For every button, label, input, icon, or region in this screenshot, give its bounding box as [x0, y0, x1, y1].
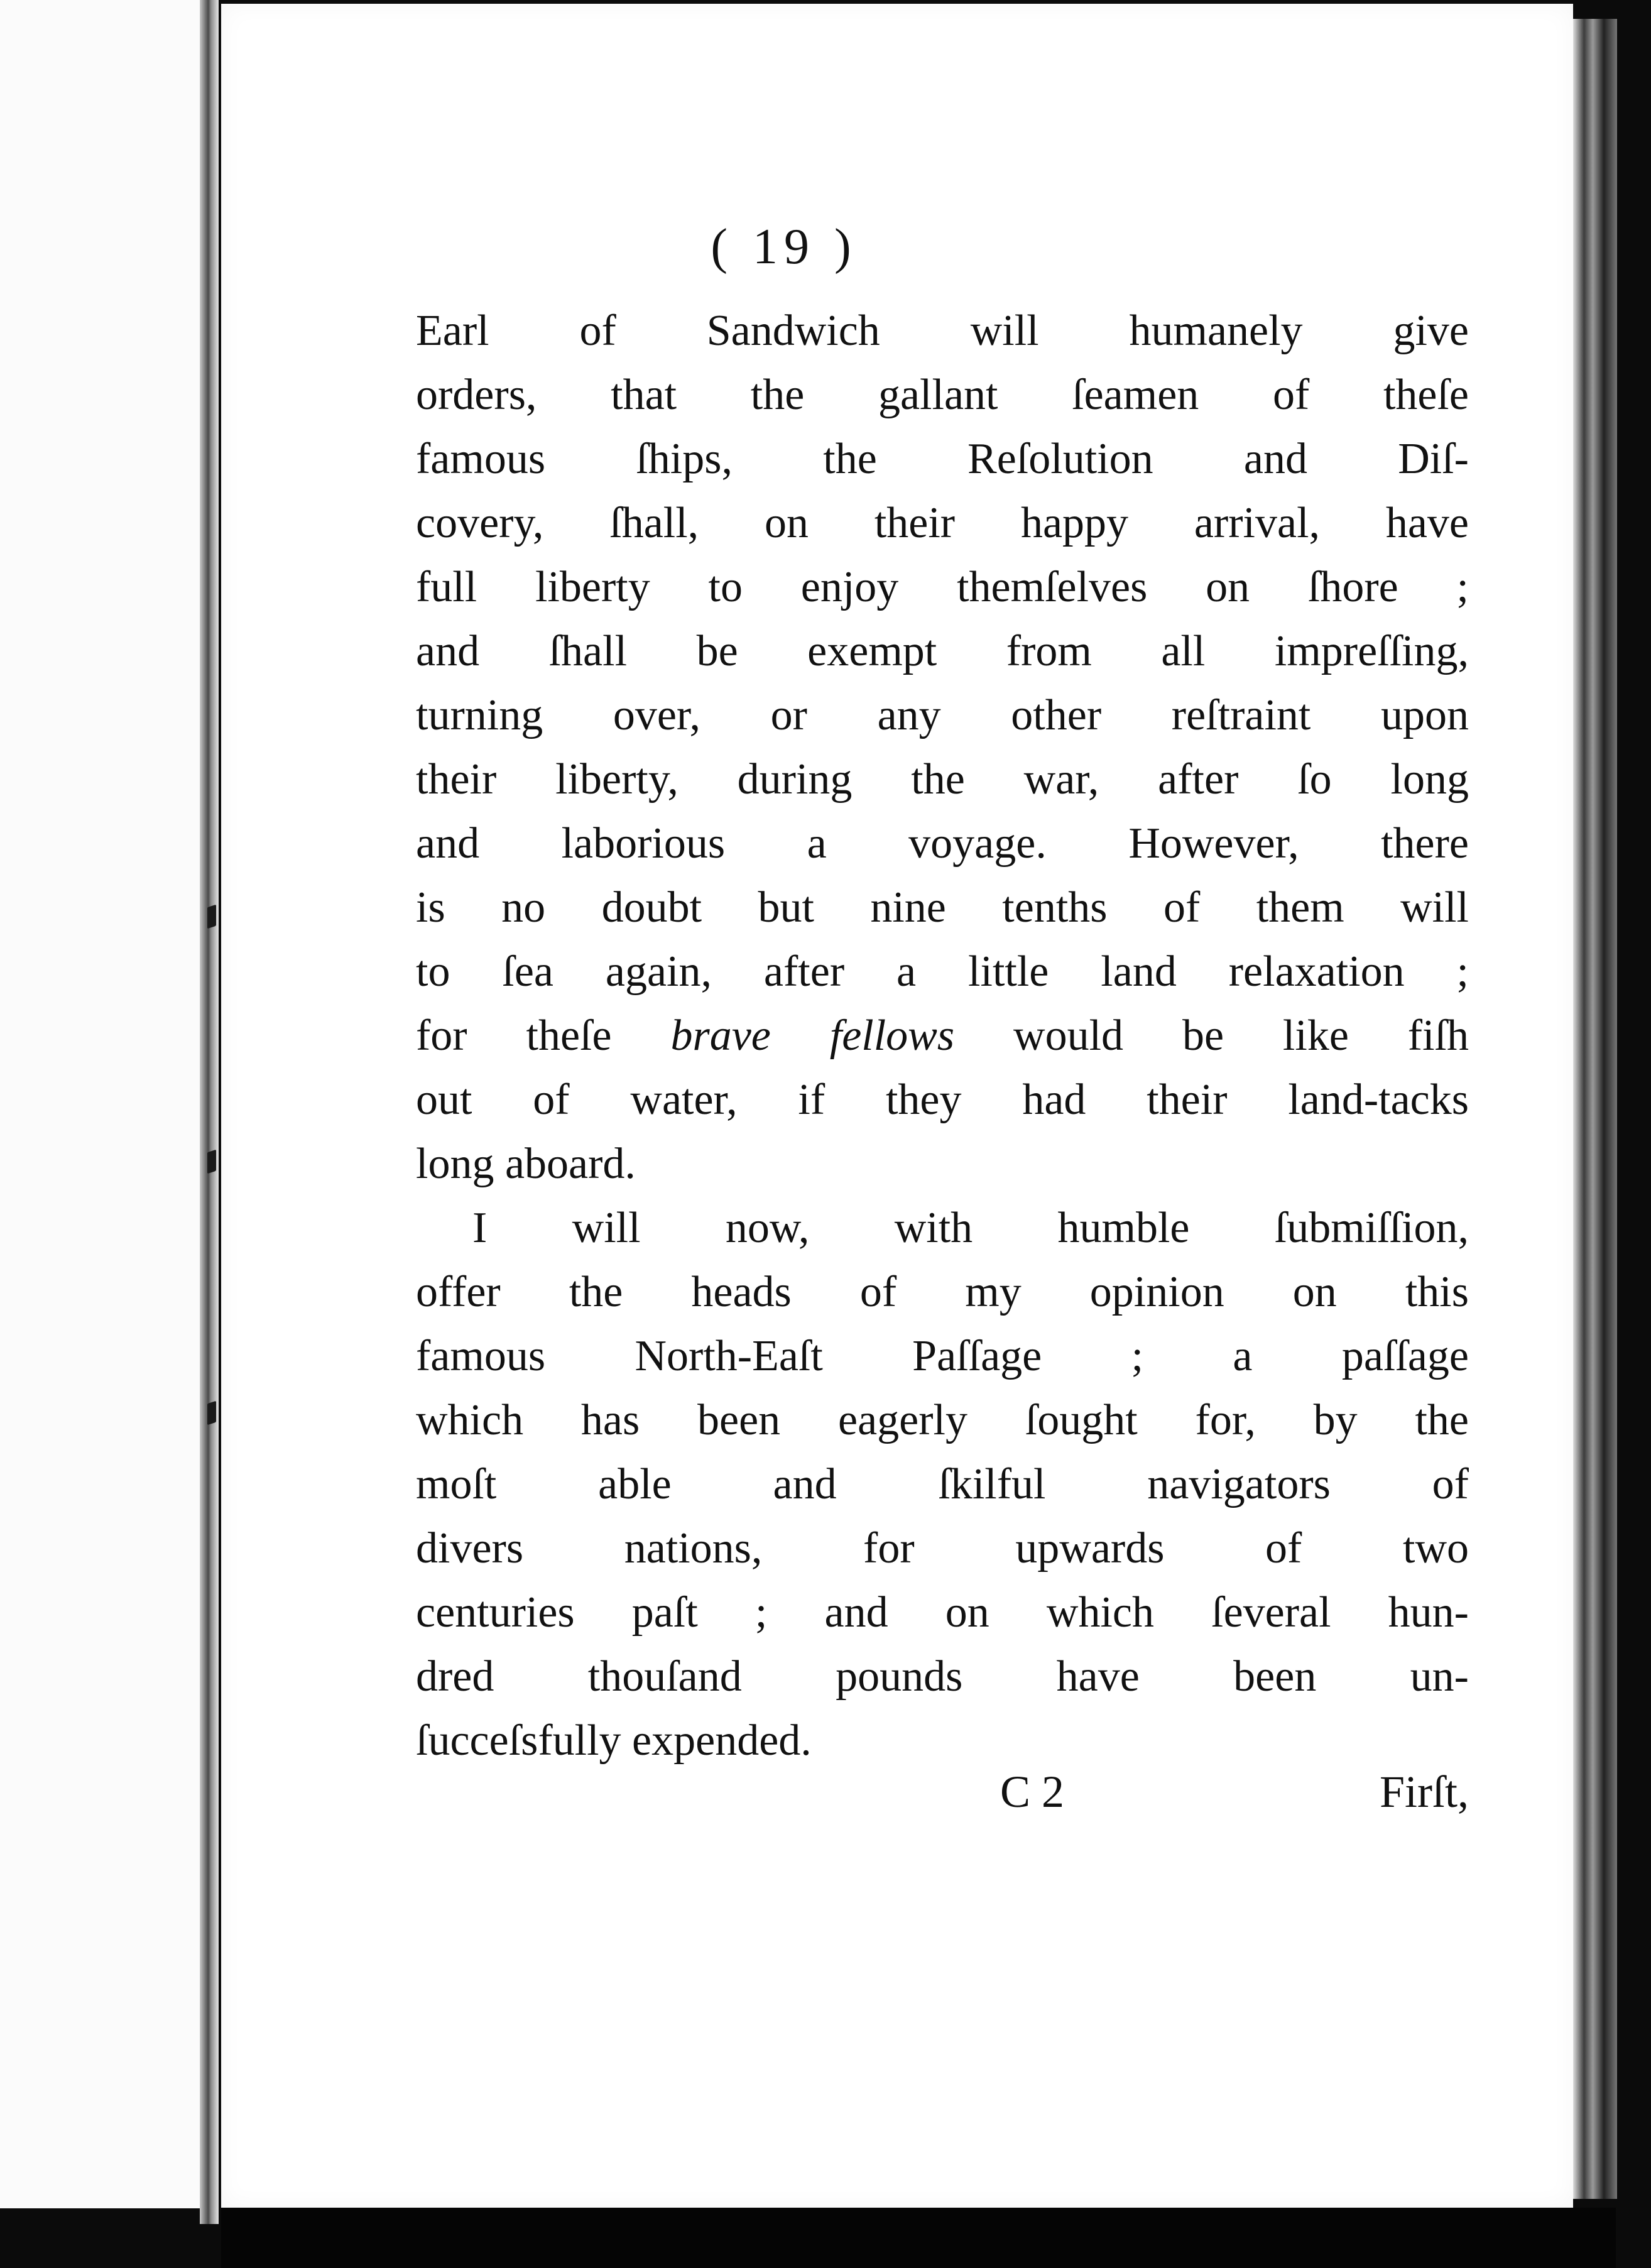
page-footer	[416, 1766, 1469, 1829]
page-number: ( 19 )	[711, 219, 858, 275]
facing-page	[0, 0, 207, 2208]
page-edges	[1573, 19, 1617, 2199]
catchword: Firſt,	[1379, 1767, 1469, 1817]
text-line: orders, that the gallant ſeamen of theſe	[416, 371, 1469, 419]
text-line: offer the heads of my opinion on this	[416, 1268, 1469, 1316]
text-line: covery, ſhall, on their happy arrival, have	[416, 499, 1469, 547]
text-line: ſucceſsfully expended.	[416, 1716, 812, 1765]
text-line: and laborious a voyage. However, there	[416, 819, 1469, 868]
text-line: centuries paſt ; and on which ſeveral hun-	[416, 1588, 1469, 1637]
body-text	[416, 299, 1469, 1773]
text-line: is no doubt but nine tenths of them will	[416, 883, 1469, 932]
text-line: and ſhall be exempt from all impreſſing,	[416, 627, 1469, 675]
text-line: long aboard.	[416, 1140, 636, 1188]
signature-mark: C 2	[1000, 1767, 1065, 1817]
text-line: dred thouſand pounds have been un-	[416, 1652, 1469, 1701]
scan-shadow	[221, 2208, 1616, 2268]
text-line: to ſea again, after a little land relaxation ;	[416, 947, 1469, 996]
text-line: full liberty to enjoy themſelves on ſhore ;	[416, 563, 1469, 611]
text-line: which has been eagerly ſought for, by the	[416, 1396, 1469, 1444]
text-line: their liberty, during the war, after ſo long	[416, 755, 1469, 804]
text-line: out of water, if they had their land-tacks	[416, 1076, 1469, 1124]
text-line: Earl of Sandwich will humanely give	[416, 307, 1469, 355]
binding-stitch	[205, 1143, 220, 1181]
text-line-italic: for theſe brave fellows would be like fiſh	[416, 1011, 1469, 1060]
text-line: divers nations, for upwards of two	[416, 1524, 1469, 1573]
book-gutter	[200, 0, 219, 2224]
text-line: turning over, or any other reſtraint upon	[416, 691, 1469, 739]
binding-stitch	[205, 898, 220, 936]
text-line: moſt able and ſkilful navigators of	[416, 1460, 1469, 1508]
text-line: famous North-Eaſt Paſſage ; a paſſage	[416, 1332, 1469, 1380]
italic-phrase: brave fellows	[670, 1011, 955, 1060]
binding-stitch	[205, 1395, 220, 1432]
book-page	[221, 4, 1573, 2208]
text-line: famous ſhips, the Reſolution and Diſ-	[416, 435, 1469, 483]
text-line: I will now, with humble ſubmiſſion,	[472, 1204, 1469, 1252]
